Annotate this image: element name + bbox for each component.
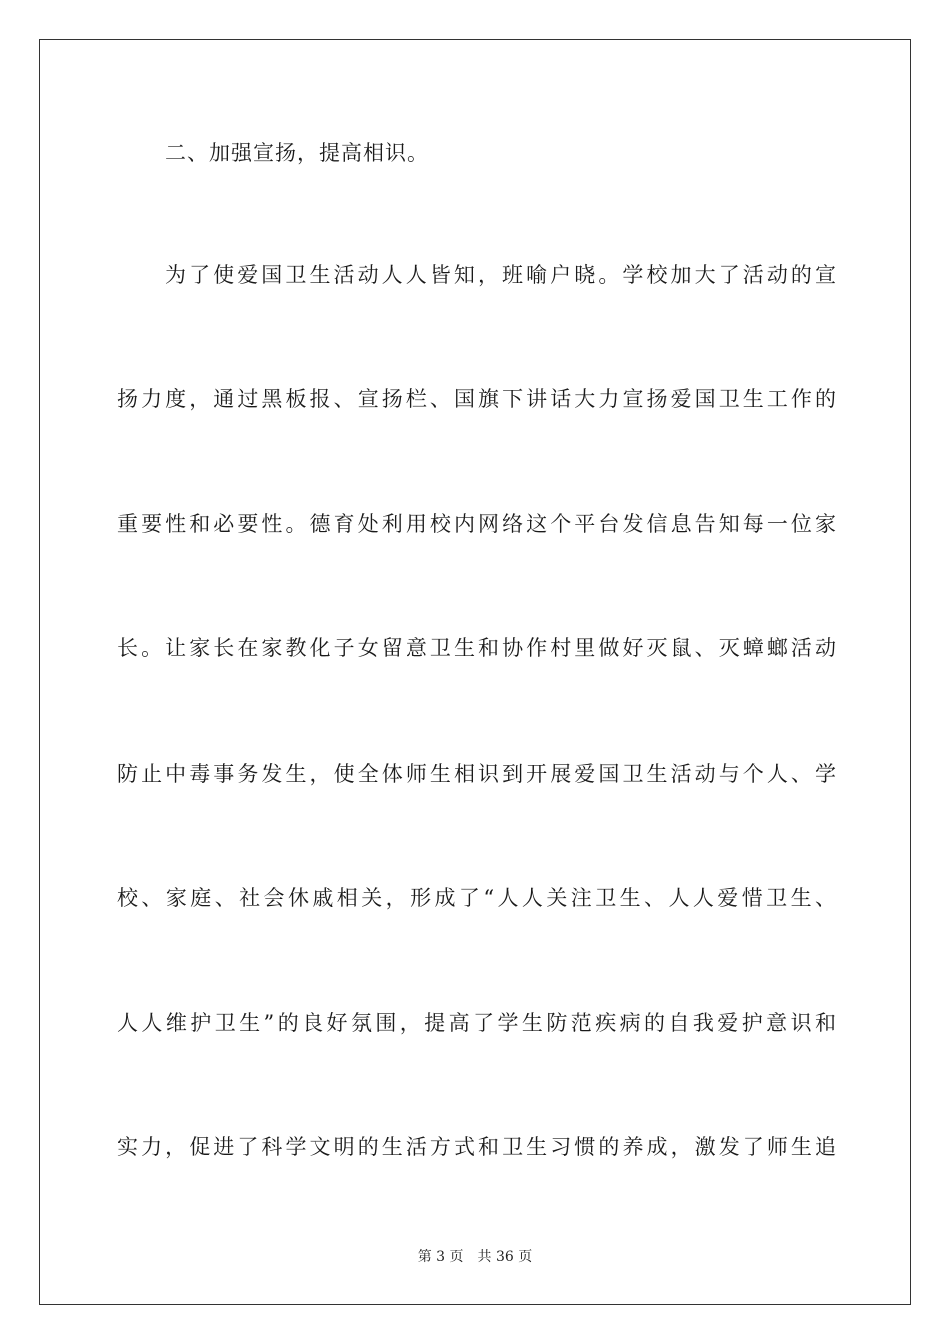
section-heading: 二、加强宣扬，提高相识。 <box>165 141 429 165</box>
page-number: 第 3 页 <box>417 1249 464 1265</box>
paragraph-line-7: 人人维护卫生”的良好氛围，提高了学生防范疾病的自我爱护意识和 <box>117 1011 837 1035</box>
paragraph-line-3: 重要性和必要性。德育处利用校内网络这个平台发信息告知每一位家 <box>117 512 837 536</box>
page-footer <box>0 1247 950 1267</box>
page-frame <box>39 39 911 1305</box>
page-total: 共 36 页 <box>477 1249 533 1265</box>
paragraph-line-4: 长。让家长在家教化子女留意卫生和协作村里做好灭鼠、灭蟑螂活动 <box>117 636 837 660</box>
paragraph-line-5: 防止中毒事务发生，使全体师生相识到开展爱国卫生活动与个人、学 <box>117 762 837 786</box>
paragraph-line-8: 实力，促进了科学文明的生活方式和卫生习惯的养成，激发了师生追 <box>117 1135 837 1159</box>
paragraph-line-6: 校、家庭、社会休戚相关，形成了“人人关注卫生、人人爱惜卫生、 <box>117 886 837 910</box>
paragraph-line-2: 扬力度，通过黑板报、宣扬栏、国旗下讲话大力宣扬爱国卫生工作的 <box>117 387 837 411</box>
paragraph-line-1: 为了使爱国卫生活动人人皆知，班喻户晓。学校加大了活动的宣 <box>165 263 837 287</box>
